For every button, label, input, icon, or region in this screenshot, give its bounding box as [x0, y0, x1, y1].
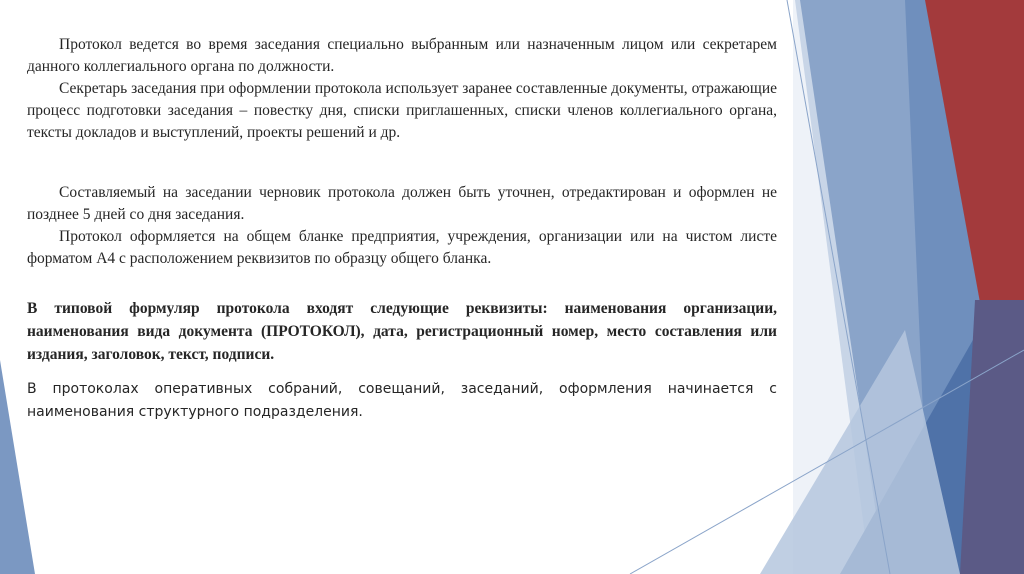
spacer: [27, 366, 777, 378]
spacer: [27, 270, 777, 297]
paragraph-secretary-documents: Секретарь заседания при оформлении протокола использует заранее составленные документы, отражающие процесс подготовки заседания – повестку дня, списки приглашенных, списки членов коллегиального органа, тексты докладов и выступлений, проекты решений и др.: [27, 80, 777, 141]
paragraph-protocol-keeper: Протокол ведется во время заседания специально выбранным или назначенным лицом или секретарем данного коллегиального органа по должности.: [27, 36, 777, 75]
paragraph-blank-format: Протокол оформляется на общем бланке предприятия, учреждения, организации или на чистом листе форматом А4 с расположением реквизитов по образцу общего бланка.: [27, 228, 777, 267]
slide-text-area: [27, 34, 777, 424]
paragraph-draft-deadline: Составляемый на заседании черновик протокола должен быть уточнен, отредактирован и оформлен не позднее 5 дней со дня заседания.: [27, 184, 777, 223]
paragraph-form-requisites: В типовой формуляр протокола входят следующие реквизиты: наименования организации, наименования вида документа (ПРОТОКОЛ), дата, регистрационный номер, место составления или издания, заголовок, текст, подписи.: [27, 300, 777, 363]
spacer: [27, 144, 777, 182]
paragraph-operational-meetings: В протоколах оперативных собраний, совещаний, заседаний, оформления начинается с наименования структурного подразделения.: [27, 381, 777, 420]
